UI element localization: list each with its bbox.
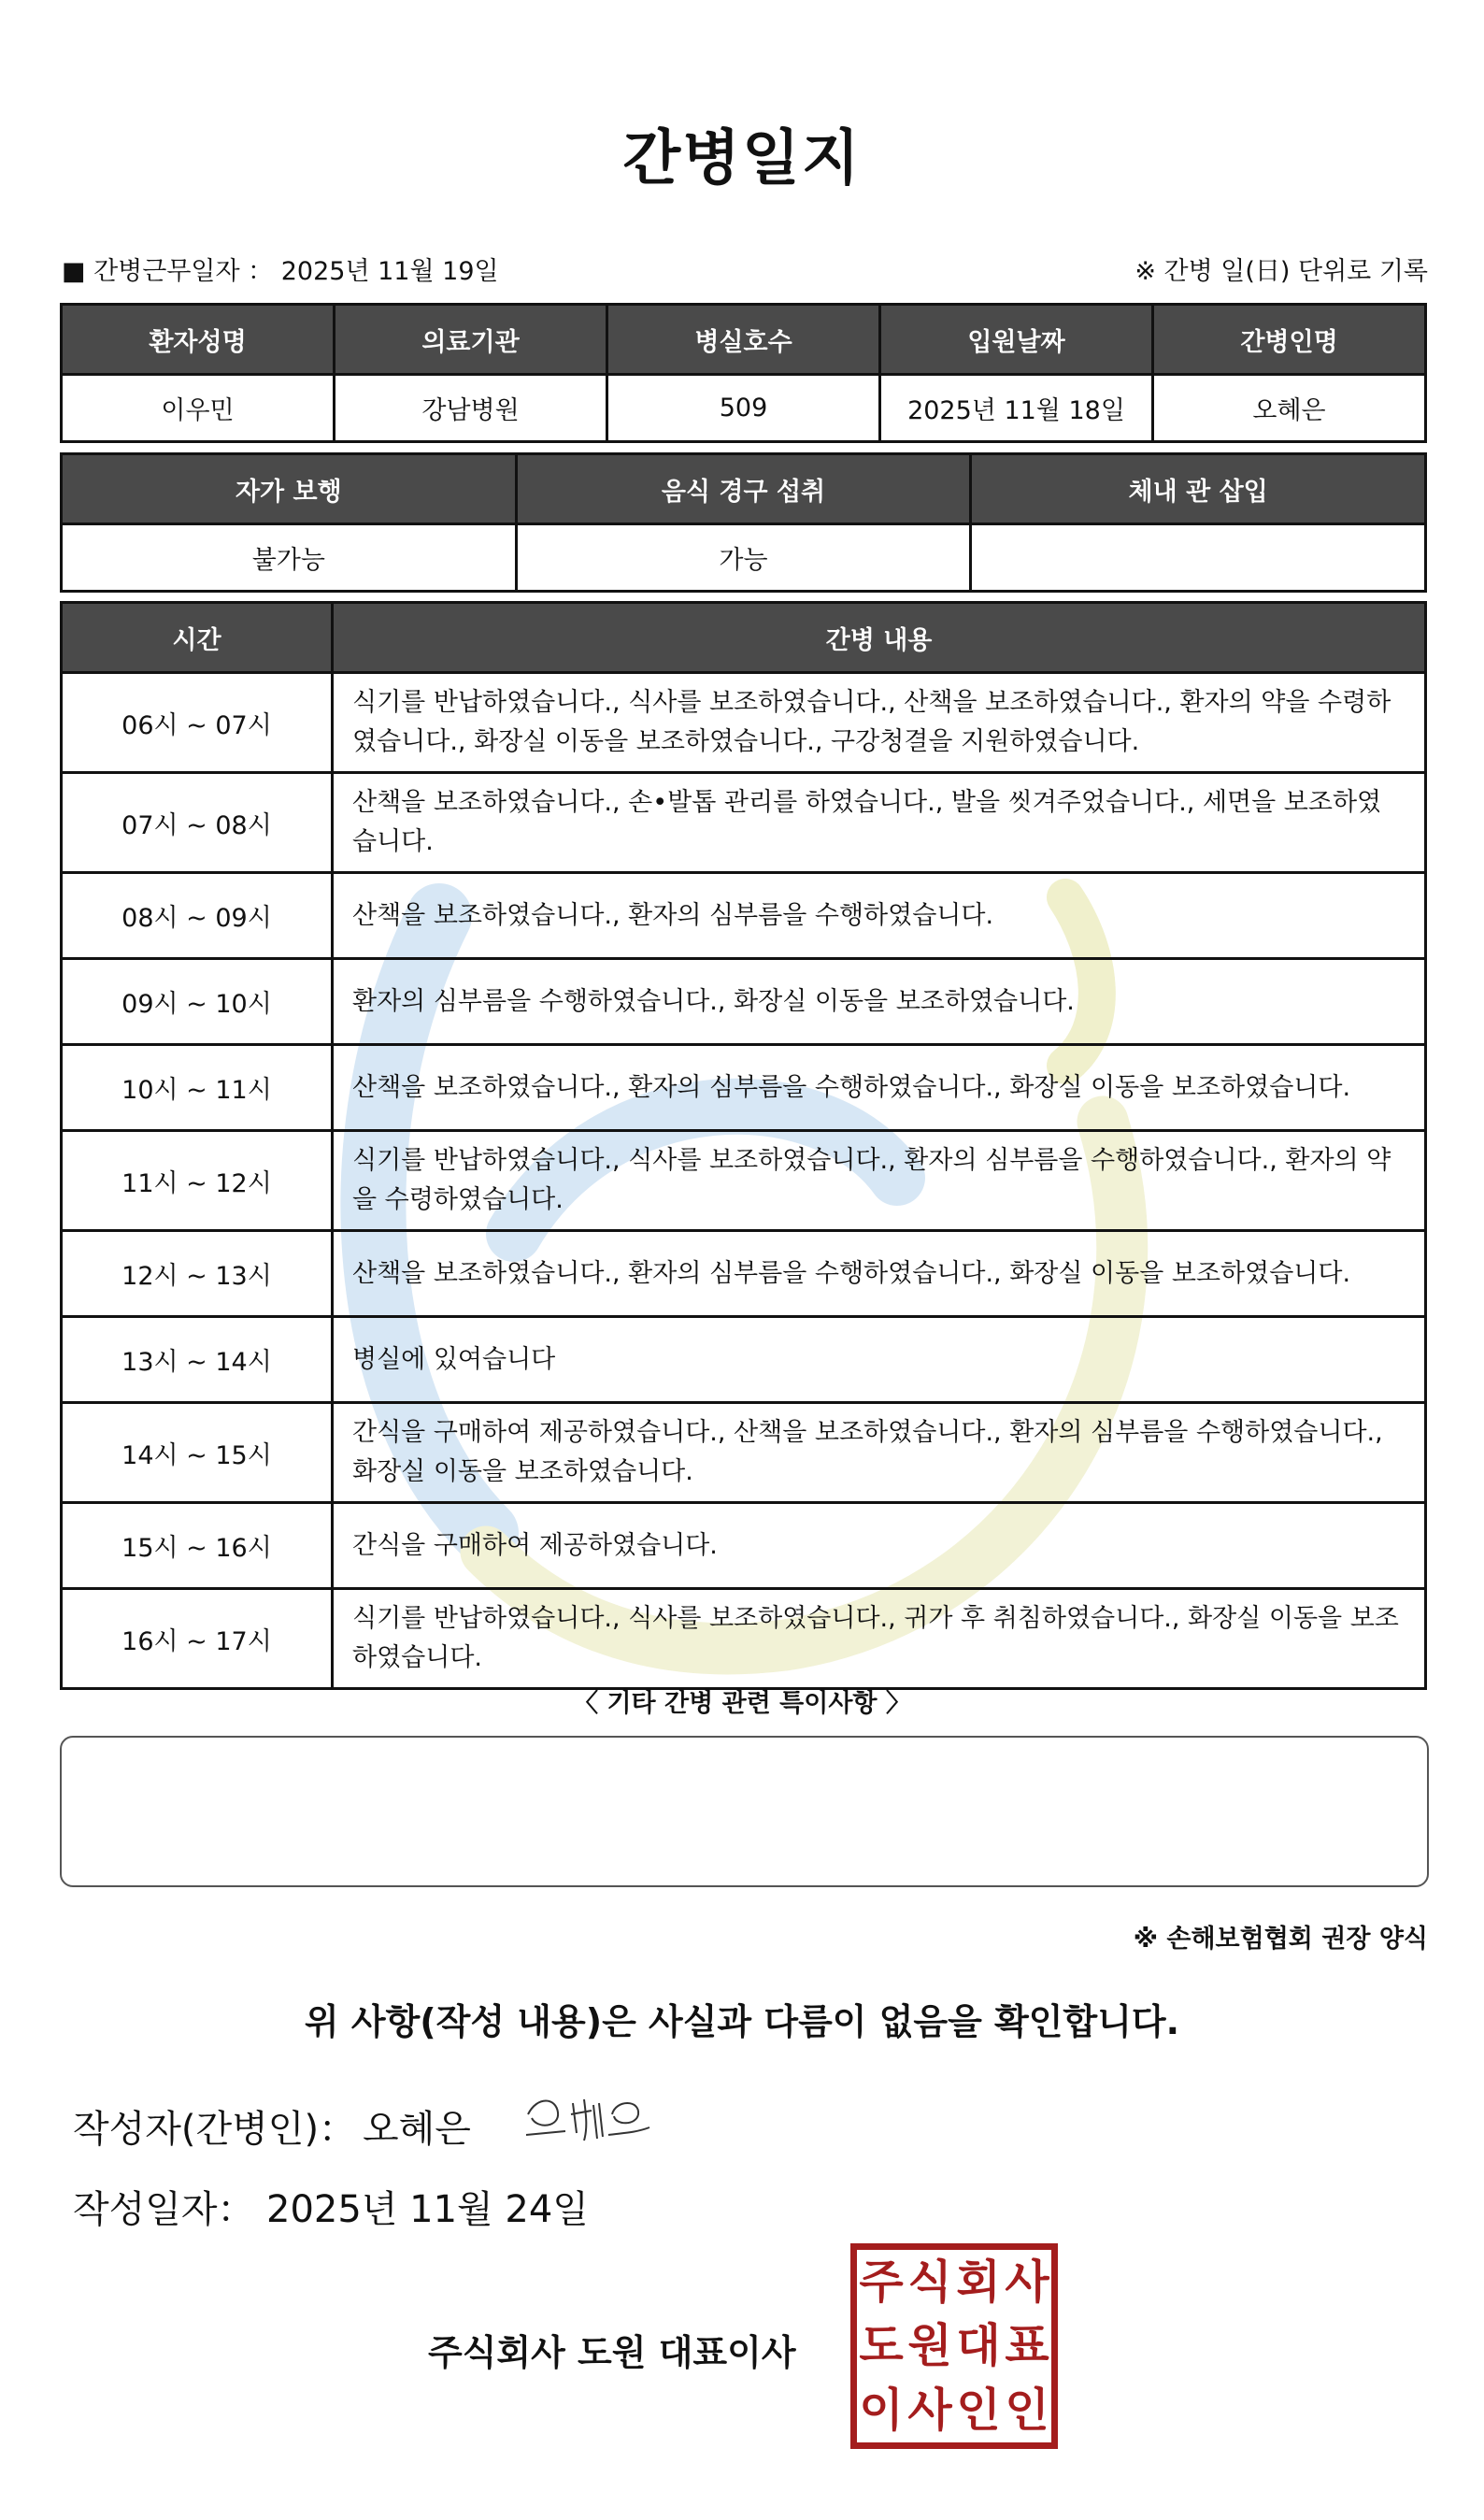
log-content: 식기를 반납하였습니다., 식사를 보조하였습니다., 산책을 보조하였습니다., 환자의 약을 수령하였습니다., 화장실 이동을 보조하였습니다., 구강청결을 지원하였습니다.: [333, 673, 1426, 773]
company-seal: [850, 2243, 1058, 2449]
seal-character: 사: [907, 2384, 952, 2438]
table-row: [62, 873, 1426, 959]
table-row: [62, 959, 1426, 1045]
company-representative: 주식회사 도원 대표이사: [428, 2332, 796, 2373]
log-time: 12시 ~ 13시: [62, 1231, 333, 1317]
header-hospital: 의료기관: [335, 305, 607, 375]
seal-character: 주: [859, 2255, 904, 2309]
header-walking: 자가 보행: [62, 454, 517, 524]
log-content: 산책을 보조하였습니다., 환자의 심부름을 수행하였습니다., 화장실 이동을 보조하였습니다.: [333, 1231, 1426, 1317]
table-row: [62, 1131, 1426, 1231]
table-row: [62, 773, 1426, 873]
seal-character: 식: [907, 2255, 952, 2309]
table-row: [62, 1589, 1426, 1689]
header-room: 병실호수: [607, 305, 880, 375]
log-content: 산책을 보조하였습니다., 환자의 심부름을 수행하였습니다., 화장실 이동을 보조하였습니다.: [333, 1045, 1426, 1131]
oral-intake-status: 가능: [516, 524, 971, 592]
seal-character: 회: [956, 2255, 1001, 2309]
seal-character: 원: [907, 2319, 952, 2373]
special-notes-box: [60, 1736, 1429, 1887]
log-time: 09시 ~ 10시: [62, 959, 333, 1045]
patient-name: 이우민: [62, 375, 335, 442]
table-row: [62, 1317, 1426, 1403]
table-row: [62, 1045, 1426, 1131]
tube-status: [971, 524, 1426, 592]
care-log-table: [60, 601, 1427, 1690]
header-tube: 체내 관 삽입: [971, 454, 1426, 524]
walking-status: 불가능: [62, 524, 517, 592]
patient-info-table: [60, 303, 1427, 443]
unit-note: ※ 간병 일(日) 단위로 기록: [1134, 257, 1428, 286]
seal-character: 인: [956, 2384, 1001, 2438]
log-content: 식기를 반납하였습니다., 식사를 보조하였습니다., 귀가 후 취침하였습니다., 화장실 이동을 보조하였습니다.: [333, 1589, 1426, 1689]
header-oral-intake: 음식 경구 섭취: [516, 454, 971, 524]
handwritten-signature: [519, 2086, 659, 2152]
patient-status-table: [60, 452, 1427, 593]
header-patient-name: 환자성명: [62, 305, 335, 375]
table-row: [62, 673, 1426, 773]
log-time: 10시 ~ 11시: [62, 1045, 333, 1131]
header-content: 간병 내용: [333, 603, 1426, 673]
log-content: 환자의 심부름을 수행하였습니다., 화장실 이동을 보조하였습니다.: [333, 959, 1426, 1045]
log-content: 간식을 구매하여 제공하였습니다.: [333, 1503, 1426, 1589]
log-time: 08시 ~ 09시: [62, 873, 333, 959]
hospital: 강남병원: [335, 375, 607, 442]
caregiver-name: 오혜은: [1153, 375, 1426, 442]
log-content: 식기를 반납하였습니다., 식사를 보조하였습니다., 환자의 심부름을 수행하였습니다., 환자의 약을 수령하였습니다.: [333, 1131, 1426, 1231]
log-time: 06시 ~ 07시: [62, 673, 333, 773]
date-value: 2025년 11월 24일: [266, 2188, 589, 2231]
log-content: 병실에 있여습니다: [333, 1317, 1426, 1403]
seal-character: 대: [956, 2319, 1001, 2373]
log-time: 14시 ~ 15시: [62, 1403, 333, 1503]
log-time: 11시 ~ 12시: [62, 1131, 333, 1231]
log-time: 07시 ~ 08시: [62, 773, 333, 873]
date-label: 작성일자：: [73, 2188, 255, 2231]
writer-label: 작성자(간병인)：: [73, 2108, 357, 2151]
seal-character: 사: [1005, 2255, 1049, 2309]
care-log-body: [62, 673, 1426, 1689]
table-row: [62, 1503, 1426, 1589]
admission-date: 2025년 11월 18일: [880, 375, 1153, 442]
seal-character: 인: [1005, 2384, 1049, 2438]
room-number: 509: [607, 375, 880, 442]
log-content: 산책을 보조하였습니다., 환자의 심부름을 수행하였습니다.: [333, 873, 1426, 959]
header-admission-date: 입원날짜: [880, 305, 1153, 375]
log-content: 간식을 구매하여 제공하였습니다., 산책을 보조하였습니다., 환자의 심부름을 수행하였습니다., 화장실 이동을 보조하였습니다.: [333, 1403, 1426, 1503]
special-notes-title: 〈 기타 간병 관련 특이사항 〉: [573, 1689, 911, 1718]
header-time: 시간: [62, 603, 333, 673]
log-time: 13시 ~ 14시: [62, 1317, 333, 1403]
page-title: 간병일지: [622, 124, 862, 193]
seal-character: 도: [859, 2319, 904, 2373]
recommend-note: ※ 손해보험협회 권장 양식: [1133, 1925, 1428, 1954]
header-caregiver: 간병인명: [1153, 305, 1426, 375]
table-row: [62, 1231, 1426, 1317]
log-content: 산책을 보조하였습니다., 손•발톱 관리를 하였습니다., 발을 씻겨주었습니다., 세면을 보조하였습니다.: [333, 773, 1426, 873]
writer-name: 오혜은: [363, 2108, 471, 2151]
seal-character: 표: [1005, 2319, 1049, 2373]
table-row: [62, 1403, 1426, 1503]
log-time: 15시 ~ 16시: [62, 1503, 333, 1589]
log-time: 16시 ~ 17시: [62, 1589, 333, 1689]
confirm-statement: 위 사항(작성 내용)은 사실과 다름이 없음을 확인합니다.: [304, 2001, 1180, 2042]
work-date: ■ 간병근무일자 ： 2025년 11월 19일: [62, 257, 499, 286]
seal-character: 이: [859, 2384, 904, 2438]
